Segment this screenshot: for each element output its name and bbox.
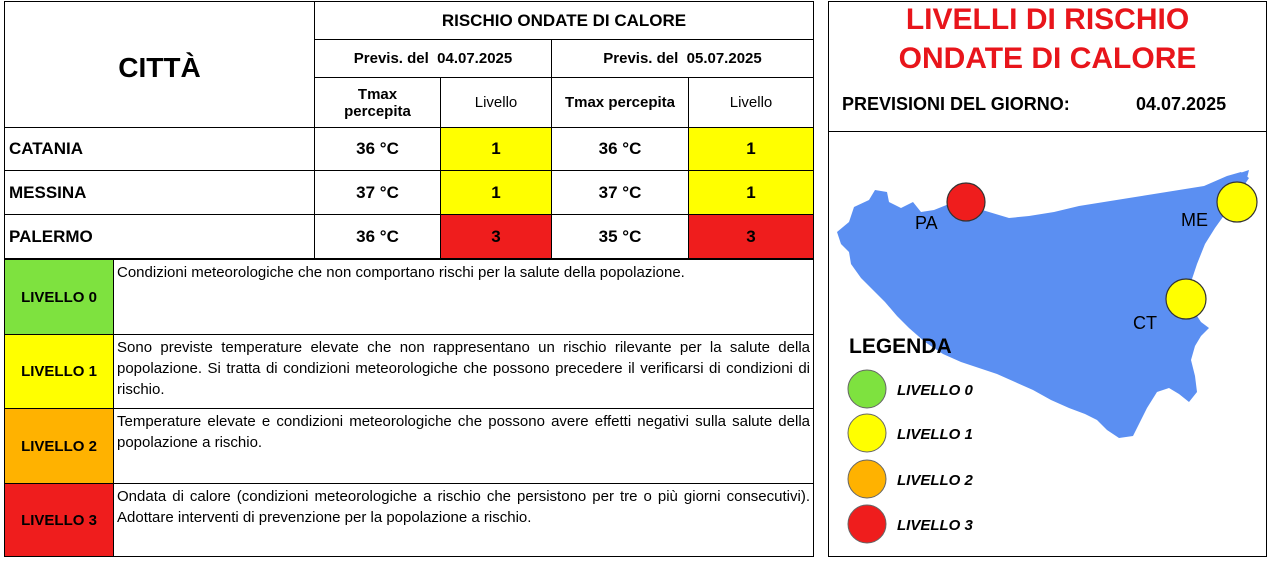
level-0-label: LIVELLO 0 [5, 260, 114, 335]
tmax-value: 36 °C [552, 128, 689, 171]
palermo-label: PA [915, 213, 938, 233]
tmax-value: 37 °C [315, 171, 441, 215]
level-3-description: Ondata di calore (condizioni meteorologiche a rischio che persistono per tre o più giorni consecutivi). Adottare interventi di prevenzione per la popolazione a rischio. [114, 484, 814, 557]
catania-marker [1166, 279, 1206, 319]
level-1-description: Sono previste temperature elevate che non rappresentano un rischio rilevante per la salute della popolazione. Si tratta di condizioni meteorologiche che possono precedere il verificarsi di condizioni di rischio. [114, 335, 814, 409]
risk-map-panel [828, 1, 1267, 557]
legend-title: LEGENDA [849, 335, 952, 358]
city-name: PALERMO [5, 215, 315, 259]
table-row [5, 171, 814, 215]
level-3-label: LIVELLO 3 [5, 484, 114, 557]
table-row [5, 215, 814, 259]
legend-level-2-label: LIVELLO 2 [897, 472, 973, 489]
catania-label: CT [1133, 313, 1157, 333]
level-row [5, 484, 814, 557]
day2-tmax-header: Tmax percepita [552, 78, 689, 128]
day1-tmax-line1: Tmax [357, 85, 398, 103]
level-value: 1 [689, 171, 814, 215]
legend-level-2-swatch [848, 460, 886, 498]
sicily-map [829, 132, 1266, 556]
day1-tmax-header [315, 78, 441, 128]
levels-table [4, 259, 814, 557]
forecast-label: PREVISIONI DEL GIORNO: [842, 94, 1070, 114]
panel-title-line1: LIVELLI DI RISCHIO [905, 3, 1190, 36]
tmax-value: 37 °C [552, 171, 689, 215]
level-row [5, 409, 814, 484]
level-value: 3 [689, 215, 814, 259]
legend-level-3-label: LIVELLO 3 [897, 517, 973, 534]
level-2-description: Temperature elevate e condizioni meteorologiche che possono avere effetti negativi sulla salute della popolazione a rischio. [114, 409, 814, 484]
level-value: 1 [441, 128, 552, 171]
level-0-description: Condizioni meteorologiche che non comportano rischi per la salute della popolazione. [114, 260, 814, 335]
day2-header: Previs. del 05.07.2025 [552, 40, 814, 78]
day2-level-header: Livello [689, 78, 814, 128]
level-row [5, 335, 814, 409]
table-row [5, 128, 814, 171]
level-1-label: LIVELLO 1 [5, 335, 114, 409]
day1-level-header: Livello [441, 78, 552, 128]
tmax-value: 36 °C [315, 128, 441, 171]
level-value: 3 [441, 215, 552, 259]
panel-title-line2: ONDATE DI CALORE [898, 42, 1197, 75]
level-2-label: LIVELLO 2 [5, 409, 114, 484]
level-value: 1 [441, 171, 552, 215]
forecast-date: 04.07.2025 [1136, 94, 1227, 114]
day1-tmax-line2: percepita [344, 102, 411, 120]
city-header: CITTÀ [5, 2, 315, 128]
day1-header: Previs. del 04.07.2025 [315, 40, 552, 78]
city-name: CATANIA [5, 128, 315, 171]
legend-level-3-swatch [848, 505, 886, 543]
tmax-value: 36 °C [315, 215, 441, 259]
table-title: RISCHIO ONDATE DI CALORE [315, 2, 814, 40]
legend-level-1-swatch [848, 414, 886, 452]
panel-header [829, 2, 1266, 132]
legend-level-0-swatch [848, 370, 886, 408]
legend-level-1-label: LIVELLO 1 [897, 426, 973, 443]
legend-level-0-label: LIVELLO 0 [897, 382, 973, 399]
palermo-marker [947, 183, 985, 221]
messina-marker [1217, 182, 1257, 222]
level-value: 1 [689, 128, 814, 171]
messina-label: ME [1181, 210, 1208, 230]
risk-table [4, 1, 814, 259]
level-row [5, 260, 814, 335]
city-name: MESSINA [5, 171, 315, 215]
tmax-value: 35 °C [552, 215, 689, 259]
